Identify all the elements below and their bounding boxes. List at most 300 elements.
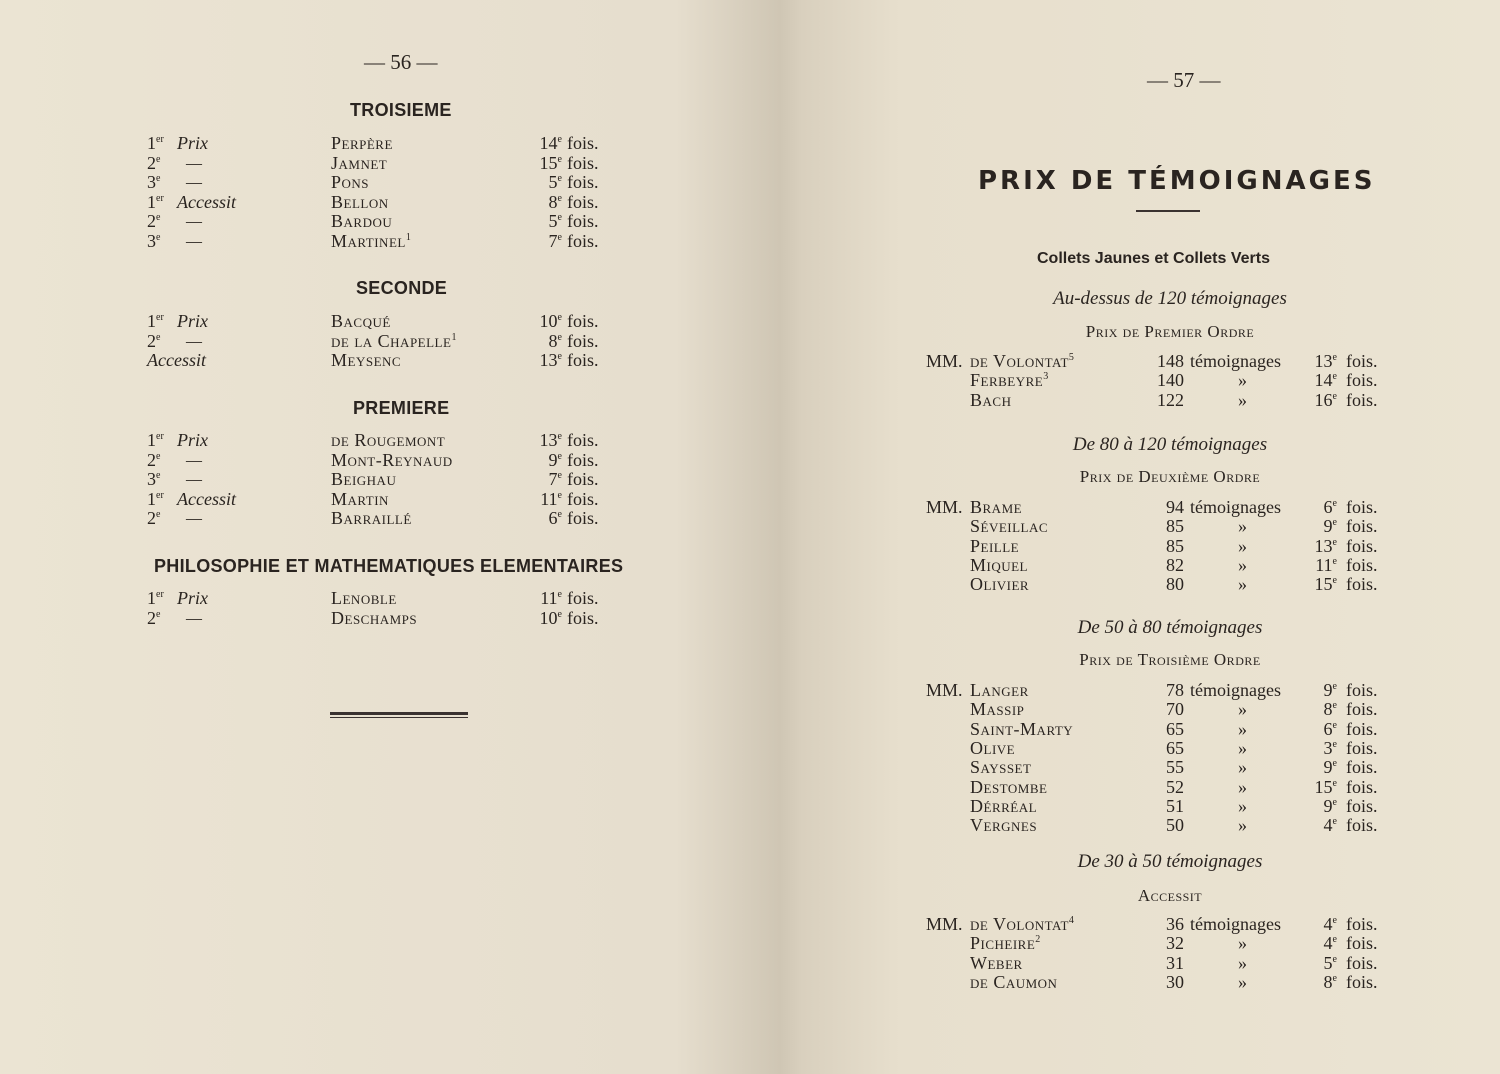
name-text: de Caumon: [970, 971, 1058, 992]
prize-rank: [147, 231, 160, 251]
testimony-row: [800, 516, 1500, 536]
rank-number: 2: [147, 330, 156, 351]
times-count: [526, 231, 562, 251]
prize-row: [0, 153, 790, 173]
times-number: 8: [1323, 971, 1333, 992]
student-name: [331, 508, 412, 528]
testimony-row: [800, 719, 1500, 739]
name-text: Meysenc: [331, 350, 402, 371]
testimony-count: 94: [1166, 497, 1184, 517]
times-suffix: e: [1332, 796, 1337, 808]
right-page: [800, 0, 1500, 1074]
times-number: 4: [1323, 914, 1333, 934]
fois-word: fois.: [567, 172, 599, 193]
times-number: 9: [1323, 795, 1333, 816]
times-number: 16: [1314, 389, 1333, 410]
times-count: [526, 311, 562, 331]
rank-number: 2: [147, 508, 156, 529]
times-count: [1305, 914, 1337, 934]
count-suffix: e: [557, 450, 562, 462]
testimony-count: 140: [1157, 370, 1184, 391]
unit-word: témoignages: [1190, 497, 1281, 517]
testimony-count: 51: [1166, 795, 1184, 816]
times-suffix: e: [1332, 352, 1337, 363]
prize-label: —: [186, 330, 203, 351]
name-text: Ferbeyre: [970, 370, 1044, 391]
name-text: Séveillac: [970, 516, 1049, 537]
times-suffix: e: [1332, 681, 1337, 692]
times-count: [1305, 497, 1337, 517]
testimony-row: [800, 815, 1500, 835]
times-suffix: e: [1332, 758, 1337, 770]
times-suffix: e: [1332, 719, 1337, 731]
fois-word: fois.: [1346, 370, 1378, 391]
testimony-row: [800, 914, 1500, 934]
section-heading: TROISIEME: [350, 100, 452, 120]
testimony-count: 85: [1166, 516, 1184, 537]
unit-word: »: [1238, 516, 1247, 537]
prize-label: —: [186, 172, 203, 193]
name-text: de Volontat: [970, 351, 1069, 371]
fois-word: fois.: [1346, 776, 1378, 797]
fois-word: fois.: [1346, 535, 1378, 556]
count-number: 7: [548, 231, 558, 251]
testimony-row: [800, 738, 1500, 758]
name-text: Langer: [970, 680, 1029, 700]
count-suffix: e: [557, 312, 562, 323]
fois-word: fois.: [1346, 795, 1378, 816]
student-name: [331, 588, 397, 608]
times-number: 6: [1323, 497, 1333, 517]
count-suffix: e: [557, 212, 562, 224]
fois-word: fois.: [567, 350, 599, 371]
times-count: [1305, 574, 1337, 594]
student-name: [970, 351, 1074, 371]
range-heading: De 30 à 50 témoignages: [1077, 851, 1263, 872]
times-count: [1305, 972, 1337, 992]
count-number: 10: [539, 311, 558, 331]
times-number: 13: [1314, 535, 1333, 556]
testimony-count: 36: [1166, 914, 1184, 934]
rank-number: 2: [147, 211, 156, 232]
fois-word: fois.: [1346, 554, 1378, 575]
rank-suffix: e: [156, 509, 161, 521]
times-suffix: e: [1332, 371, 1337, 383]
range-heading: De 50 à 80 témoignages: [1077, 617, 1263, 638]
times-count: [1305, 536, 1337, 556]
name-text: Massip: [970, 699, 1025, 720]
rank-number: 1: [147, 133, 156, 153]
fois-word: fois.: [567, 152, 599, 173]
footnote-mark: 1: [451, 331, 457, 343]
unit-word: »: [1238, 554, 1247, 575]
fois-word: fois.: [1346, 680, 1378, 700]
fois-word: fois.: [567, 191, 599, 212]
prize-row: [0, 469, 790, 489]
times-suffix: e: [1332, 934, 1337, 946]
times-count: [526, 489, 562, 509]
unit-word: »: [1238, 757, 1247, 778]
times-count: [1305, 516, 1337, 536]
name-text: Jamnet: [331, 152, 388, 173]
times-suffix: e: [1332, 972, 1337, 984]
fois-word: fois.: [567, 133, 599, 153]
prize-row: [0, 192, 790, 212]
rank-suffix: e: [156, 173, 161, 185]
rank-suffix: e: [156, 331, 161, 343]
student-name: [331, 192, 389, 212]
student-name: [331, 211, 392, 231]
prize-rank: [147, 133, 164, 153]
rank-number: 1: [147, 430, 156, 450]
prize-rank: [147, 153, 160, 173]
prize-label: Accessit: [177, 191, 236, 212]
times-count: [526, 508, 562, 528]
prize-rank: [147, 588, 164, 608]
count-suffix: e: [557, 509, 562, 521]
count-number: 8: [548, 191, 558, 212]
testimony-count: 65: [1166, 737, 1184, 758]
student-name: [970, 796, 1037, 816]
times-suffix: e: [1332, 777, 1337, 789]
times-suffix: e: [1332, 816, 1337, 828]
rank-number: 2: [147, 152, 156, 173]
student-name: [970, 914, 1074, 934]
testimony-row: [800, 796, 1500, 816]
testimony-row: [800, 972, 1500, 992]
prize-label: —: [186, 469, 203, 490]
rank-number: 2: [147, 607, 156, 628]
rank-suffix: e: [156, 450, 161, 462]
honorific: MM.: [926, 914, 963, 934]
unit-word: »: [1238, 737, 1247, 758]
student-name: [970, 738, 1015, 758]
name-text: de la Chapelle: [331, 330, 452, 351]
count-number: 11: [540, 488, 558, 509]
times-number: 6: [1323, 718, 1333, 739]
fois-word: fois.: [1346, 574, 1378, 595]
unit-word: »: [1238, 699, 1247, 720]
section-heading: PREMIERE: [353, 398, 450, 418]
count-number: 13: [539, 430, 558, 450]
times-count: [526, 588, 562, 608]
times-count: [1305, 933, 1337, 953]
testimony-count: 148: [1157, 351, 1184, 371]
unit-word: »: [1238, 933, 1247, 954]
count-number: 5: [548, 211, 558, 232]
times-count: [526, 608, 562, 628]
footnote-mark: 2: [1035, 934, 1041, 946]
count-number: 6: [548, 508, 558, 529]
times-count: [1305, 370, 1337, 390]
times-count: [1305, 719, 1337, 739]
student-name: [970, 757, 1031, 777]
range-heading: De 80 à 120 témoignages: [1072, 434, 1268, 455]
range-heading: Au-dessus de 120 témoignages: [1053, 288, 1287, 309]
testimony-row: [800, 390, 1500, 410]
rank-suffix: e: [156, 608, 161, 620]
footnote-mark: 3: [1043, 371, 1049, 383]
count-suffix: e: [557, 134, 562, 145]
testimony-count: 122: [1157, 389, 1184, 410]
fois-word: fois.: [567, 430, 599, 450]
prize-rank: [147, 489, 164, 509]
name-text: Brame: [970, 497, 1023, 517]
fois-word: fois.: [567, 588, 599, 608]
count-suffix: e: [557, 153, 562, 165]
count-suffix: e: [557, 351, 562, 363]
student-name: [331, 469, 396, 489]
unit-word: »: [1238, 574, 1247, 595]
name-text: Bacqué: [331, 311, 391, 331]
fois-word: fois.: [1346, 815, 1378, 836]
prize-label: Prix: [177, 588, 208, 608]
count-suffix: e: [557, 192, 562, 204]
prize-row: [0, 211, 790, 231]
name-text: Dérréal: [970, 795, 1038, 816]
testimony-count: 82: [1166, 554, 1184, 575]
student-name: [970, 574, 1029, 594]
fois-word: fois.: [1346, 971, 1378, 992]
prize-row: [0, 231, 790, 251]
testimony-row: [800, 555, 1500, 575]
rank-suffix: er: [156, 192, 164, 204]
name-text: Barraillé: [331, 508, 412, 529]
prize-label: Prix: [177, 311, 208, 331]
student-name: [331, 311, 391, 331]
testimony-count: 80: [1166, 574, 1184, 595]
student-name: [970, 680, 1029, 700]
count-suffix: e: [557, 431, 562, 442]
times-count: [526, 430, 562, 450]
times-number: 15: [1314, 776, 1333, 797]
student-name: [331, 331, 456, 351]
prize-label: Accessit: [147, 350, 206, 371]
times-count: [526, 192, 562, 212]
count-suffix: e: [557, 470, 562, 482]
prize-rank: [147, 211, 160, 231]
prize-row: [0, 311, 790, 331]
student-name: [970, 555, 1028, 575]
testimony-count: 30: [1166, 971, 1184, 992]
times-number: 14: [1314, 370, 1333, 391]
testimony-row: [800, 699, 1500, 719]
rank-number: 3: [147, 172, 156, 193]
name-text: Olivier: [970, 574, 1030, 595]
rank-suffix: er: [156, 134, 164, 145]
unit-word: témoignages: [1190, 914, 1281, 934]
count-number: 5: [548, 172, 558, 193]
prize-row: [0, 450, 790, 470]
footnote-mark: 4: [1068, 915, 1074, 926]
count-suffix: e: [557, 589, 562, 600]
fois-word: fois.: [567, 330, 599, 351]
prize-row: [0, 489, 790, 509]
times-suffix: e: [1332, 517, 1337, 529]
unit-word: »: [1238, 535, 1247, 556]
count-number: 9: [548, 449, 558, 470]
testimony-row: [800, 953, 1500, 973]
section-heading: PHILOSOPHIE ET MATHEMATIQUES ELEMENTAIRES: [154, 556, 624, 576]
page-number: — 57 —: [1147, 68, 1221, 92]
page-title: PRIX DE TÉMOIGNAGES: [978, 166, 1376, 196]
name-text: Mont-Reynaud: [331, 449, 453, 470]
order-heading: Accessit: [1137, 886, 1203, 905]
unit-word: témoignages: [1190, 351, 1281, 371]
prize-label: —: [186, 449, 203, 470]
fois-word: fois.: [567, 469, 599, 490]
fois-word: fois.: [567, 607, 599, 628]
prize-row: [0, 133, 790, 153]
times-count: [1305, 777, 1337, 797]
times-count: [526, 350, 562, 370]
prize-label: Accessit: [177, 488, 236, 509]
testimony-row: [800, 757, 1500, 777]
prize-rank: [147, 331, 160, 351]
unit-word: témoignages: [1190, 680, 1281, 700]
times-number: 9: [1323, 757, 1333, 778]
name-text: Martinel: [331, 231, 406, 251]
closing-rule-thin: [330, 717, 468, 718]
student-name: [970, 933, 1040, 953]
testimony-count: 32: [1166, 933, 1184, 954]
times-count: [1305, 757, 1337, 777]
times-count: [526, 133, 562, 153]
rank-number: 2: [147, 449, 156, 470]
name-text: Bardou: [331, 211, 393, 232]
rank-suffix: er: [156, 489, 164, 501]
footnote-mark: 1: [405, 232, 411, 243]
times-number: 8: [1323, 699, 1333, 720]
times-count: [1305, 699, 1337, 719]
prize-label: —: [186, 508, 203, 529]
testimony-row: [800, 777, 1500, 797]
page-number: — 56 —: [364, 50, 438, 74]
prize-label: —: [186, 211, 203, 232]
count-number: 8: [548, 330, 558, 351]
times-count: [526, 172, 562, 192]
testimony-count: 85: [1166, 535, 1184, 556]
times-number: 4: [1323, 815, 1333, 836]
unit-word: »: [1238, 952, 1247, 973]
rank-number: 1: [147, 191, 156, 212]
count-suffix: e: [557, 489, 562, 501]
times-number: 15: [1314, 574, 1333, 595]
name-text: Vergnes: [970, 815, 1038, 836]
name-text: Lenoble: [331, 588, 397, 608]
count-suffix: e: [557, 608, 562, 620]
rank-suffix: e: [156, 153, 161, 165]
name-text: Beighau: [331, 469, 397, 490]
rank-number: 1: [147, 488, 156, 509]
times-count: [1305, 390, 1337, 410]
name-text: Weber: [970, 952, 1023, 973]
times-suffix: e: [1332, 738, 1337, 750]
times-suffix: e: [1332, 390, 1337, 402]
times-number: 9: [1323, 516, 1333, 537]
times-count: [526, 153, 562, 173]
count-number: 11: [540, 588, 558, 608]
fois-word: fois.: [1346, 914, 1378, 934]
unit-word: »: [1238, 971, 1247, 992]
testimony-count: 50: [1166, 815, 1184, 836]
fois-word: fois.: [1346, 699, 1378, 720]
times-count: [526, 450, 562, 470]
times-count: [526, 469, 562, 489]
fois-word: fois.: [1346, 952, 1378, 973]
fois-word: fois.: [567, 449, 599, 470]
student-name: [331, 133, 393, 153]
times-suffix: e: [1332, 915, 1337, 926]
times-number: 5: [1323, 952, 1333, 973]
count-suffix: e: [557, 331, 562, 343]
prize-label: —: [186, 152, 203, 173]
times-count: [526, 331, 562, 351]
footnote-mark: 5: [1068, 352, 1074, 363]
rank-suffix: e: [156, 212, 161, 224]
rank-number: 1: [147, 588, 156, 608]
times-count: [1305, 555, 1337, 575]
student-name: [970, 719, 1073, 739]
testimony-row: [800, 933, 1500, 953]
count-number: 10: [539, 607, 558, 628]
rank-suffix: er: [156, 589, 164, 600]
times-number: 4: [1323, 933, 1333, 954]
unit-word: »: [1238, 370, 1247, 391]
student-name: [331, 608, 417, 628]
count-number: 14: [539, 133, 558, 153]
student-name: [970, 390, 1011, 410]
testimony-row: [800, 351, 1500, 371]
prize-rank: [147, 311, 164, 331]
testimony-row: [800, 680, 1500, 700]
times-number: 13: [1314, 351, 1333, 371]
prize-label: Prix: [177, 133, 208, 153]
name-text: Miquel: [970, 554, 1028, 575]
fois-word: fois.: [1346, 933, 1378, 954]
testimony-count: 55: [1166, 757, 1184, 778]
prize-label: —: [186, 607, 203, 628]
name-text: Saint-Marty: [970, 718, 1074, 739]
count-suffix: e: [557, 173, 562, 185]
student-name: [331, 430, 445, 450]
times-count: [1305, 796, 1337, 816]
student-name: [970, 972, 1057, 992]
times-number: 9: [1323, 680, 1333, 700]
count-number: 15: [539, 152, 558, 173]
testimony-count: 52: [1166, 776, 1184, 797]
times-count: [1305, 680, 1337, 700]
times-suffix: e: [1332, 498, 1337, 509]
name-text: Perpère: [331, 133, 393, 153]
title-rule: [1136, 210, 1200, 212]
count-number: 13: [539, 350, 558, 371]
name-text: Saysset: [970, 757, 1032, 778]
unit-word: »: [1238, 776, 1247, 797]
fois-word: fois.: [1346, 718, 1378, 739]
times-suffix: e: [1332, 953, 1337, 965]
testimony-count: 31: [1166, 952, 1184, 973]
order-heading: Prix de Deuxième Ordre: [1079, 467, 1261, 486]
testimony-row: [800, 497, 1500, 517]
unit-word: »: [1238, 795, 1247, 816]
unit-word: »: [1238, 815, 1247, 836]
student-name: [970, 815, 1037, 835]
testimony-row: [800, 370, 1500, 390]
fois-word: fois.: [567, 488, 599, 509]
times-count: [1305, 953, 1337, 973]
count-number: 7: [548, 469, 558, 490]
